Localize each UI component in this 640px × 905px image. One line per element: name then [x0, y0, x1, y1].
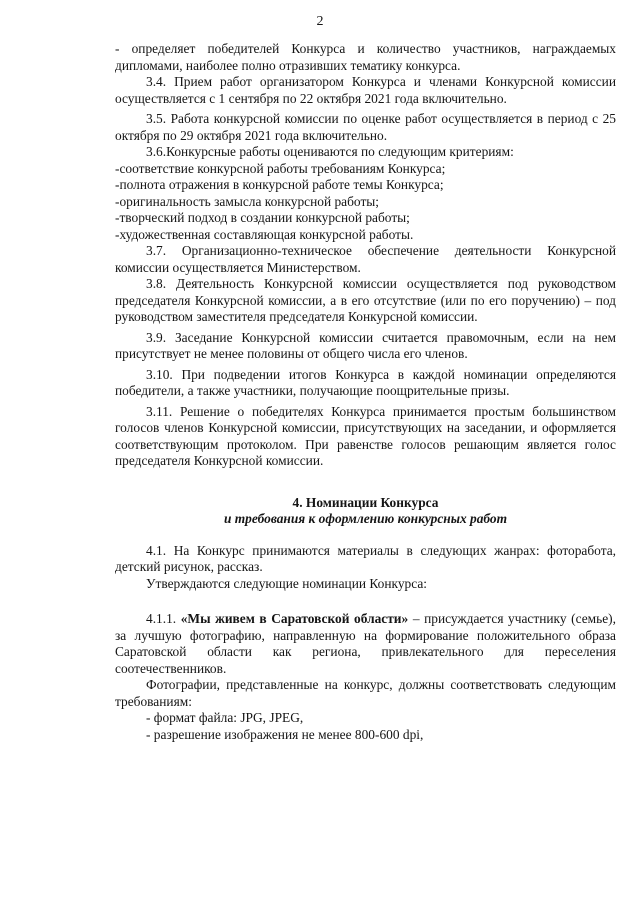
paragraph-3-11: 3.11. Решение о победителях Конкурса принимается простым большинством голосов членов Конкурсной комиссии, присутствующих на заседании, и оформляется соответствующим протоколом. При равенстве голосов решающим является голос председателя Конкурсной комиссии. — [115, 403, 616, 468]
nomination-text: – присуждается участнику (семье), за лучшую фотографию, направленную на формирование положительного образа Саратовской области как региона, привлекательного для переселения соотечественников. — [115, 611, 616, 676]
paragraph-4-1: 4.1. На Конкурс принимаются материалы в следующих жанрах: фоторабота, детский рисунок, рассказ. — [115, 542, 616, 574]
criteria-item: -оригинальность замысла конкурсной работы; — [115, 193, 380, 209]
paragraph-3-6: 3.6.Конкурсные работы оцениваются по следующим критериям: — [146, 144, 514, 159]
paragraph-3-8: 3.8. Деятельность Конкурсной комиссии осуществляется под руководством председателя Конкурсной комиссии, а в его отсутствие (или по его поручению) – под руководством заместителя председателя Конкурсной комиссии. — [115, 276, 616, 324]
nomination-4-1-1 — [115, 611, 616, 677]
nomination-number: 4.1.1. — [146, 611, 177, 626]
criteria-item: -полнота отражения в конкурсной работе темы Конкурса; — [115, 177, 444, 192]
paragraph-nominations-intro: Утверждаются следующие номинации Конкурса: — [146, 575, 427, 591]
paragraph-3-4: 3.4. Прием работ организатором Конкурса и членами Конкурсной комиссии осуществляется с 1 сентября по 22 октября 2021 года включительно. — [115, 74, 616, 106]
section-heading-subtitle: и требования к оформлению конкурсных работ — [223, 511, 508, 526]
criteria-item: -соответствие конкурсной работы требованиям Конкурса; — [115, 160, 446, 176]
paragraph-3-9: 3.9. Заседание Конкурсной комиссии считается правомочным, если на нем присутствует не менее половины от общего числа его членов. — [115, 329, 616, 361]
page-number: 2 — [316, 14, 324, 29]
paragraph-3-5: 3.5. Работа конкурсной комиссии по оценке работ осуществляется в период с 25 октября по 29 октября 2021 года включительно. — [115, 111, 616, 143]
paragraph-3-10: 3.10. При подведении итогов Конкурса в каждой номинации определяются победители, а также участники, получающие поощрительные призы. — [115, 366, 616, 398]
paragraph-3-7: 3.7. Организационно-техническое обеспечение деятельности Конкурсной комиссии осуществляется Министерством. — [115, 243, 616, 275]
requirement-item: - разрешение изображения не менее 800-600 dpi, — [146, 726, 424, 742]
paragraph-photo-requirements: Фотографии, представленные на конкурс, должны соответствовать следующим требованиям: — [115, 677, 616, 709]
criteria-item: -творческий подход в создании конкурсной работы; — [115, 210, 410, 225]
section-heading — [115, 495, 616, 528]
criteria-item: -художественная составляющая конкурсной работы. — [115, 226, 414, 242]
requirement-item: - формат файла: JPG, JPEG, — [146, 710, 304, 725]
document-body — [115, 41, 616, 743]
section-heading-title: 4. Номинации Конкурса — [292, 494, 439, 510]
nomination-title: «Мы живем в Саратовской области» — [180, 611, 409, 626]
paragraph-winners: - определяет победителей Конкурса и количество участников, награждаемых дипломами, наиболее полно отразивших тематику конкурса. — [115, 41, 616, 73]
